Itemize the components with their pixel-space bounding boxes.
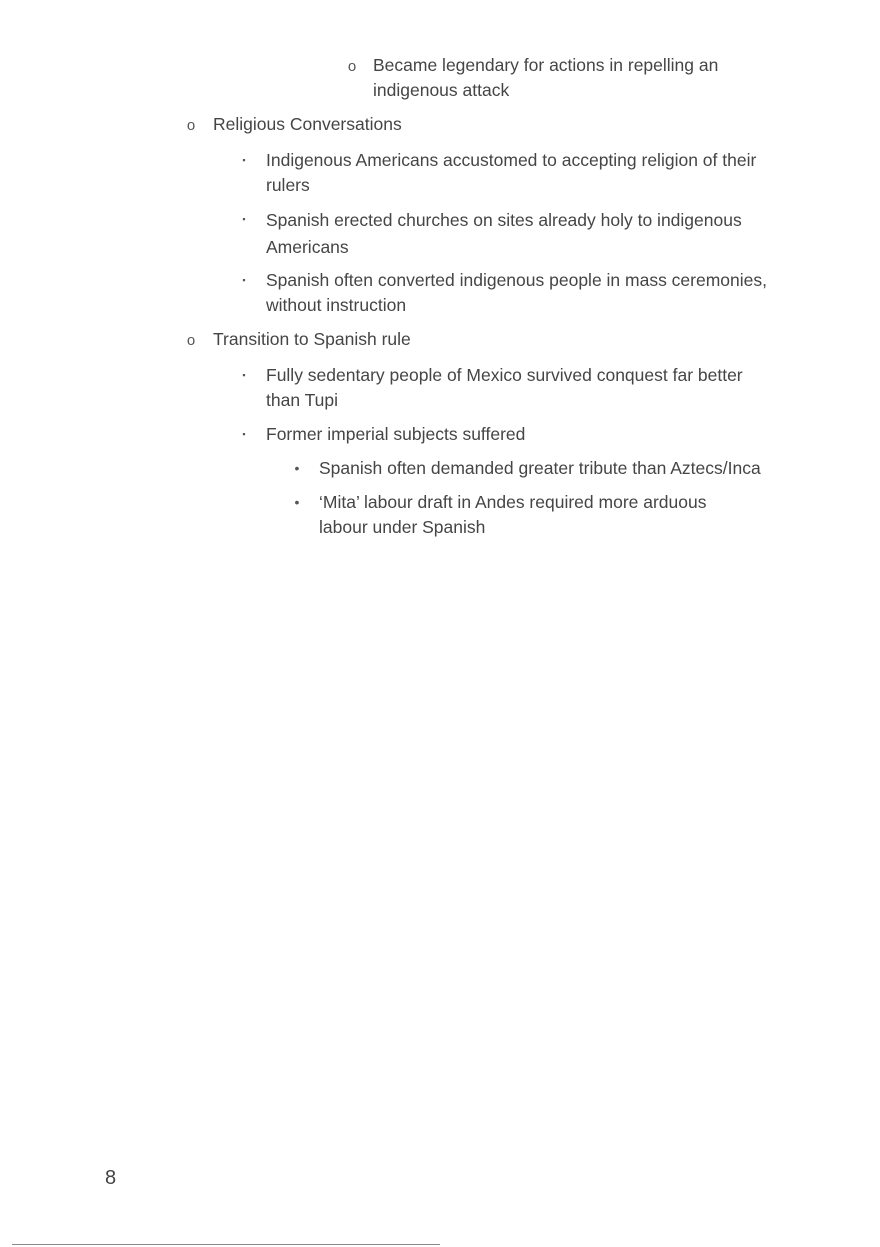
list-item-text: Religious Conversations (213, 114, 402, 134)
list-item-text: ‘Mita’ labour draft in Andes required more arduous labour under Spanish (319, 492, 707, 537)
list-item-text: Became legendary for actions in repelling an indigenous attack (373, 55, 719, 100)
dot-bullet-icon: • (294, 460, 300, 476)
dot-bullet-icon: • (294, 494, 300, 510)
square-bullet-icon: ▪ (242, 275, 246, 285)
circle-bullet-icon: o (347, 58, 357, 75)
list-item (287, 490, 732, 540)
square-bullet-icon: ▪ (242, 370, 246, 380)
list-item (181, 327, 781, 352)
list-item-text: Transition to Spanish rule (213, 329, 411, 349)
footer-rule (12, 1244, 440, 1245)
list-item-text: Spanish erected churches on sites already holy to indigenous Americans (266, 210, 742, 257)
list-item (234, 207, 754, 261)
square-bullet-icon: ▪ (242, 429, 246, 439)
list-item-text: Indigenous Americans accustomed to accepting religion of their rulers (266, 150, 757, 195)
list-item (234, 148, 774, 198)
list-item (234, 268, 784, 318)
page-number: 8 (105, 1167, 117, 1189)
list-item-text: Fully sedentary people of Mexico survived conquest far better than Tupi (266, 365, 743, 410)
list-item-text: Spanish often converted indigenous people in mass ceremonies, without instruction (266, 270, 768, 315)
list-item (234, 422, 764, 447)
list-item-text: Spanish often demanded greater tribute than Aztecs/Inca (319, 458, 761, 478)
square-bullet-icon: ▪ (242, 214, 246, 224)
list-item-text: Former imperial subjects suffered (266, 424, 526, 444)
circle-bullet-icon: o (186, 332, 196, 349)
list-item (181, 112, 781, 137)
list-item (234, 363, 764, 413)
list-item (342, 53, 742, 103)
circle-bullet-icon: o (186, 117, 196, 134)
square-bullet-icon: ▪ (242, 155, 246, 165)
list-item (287, 456, 787, 481)
